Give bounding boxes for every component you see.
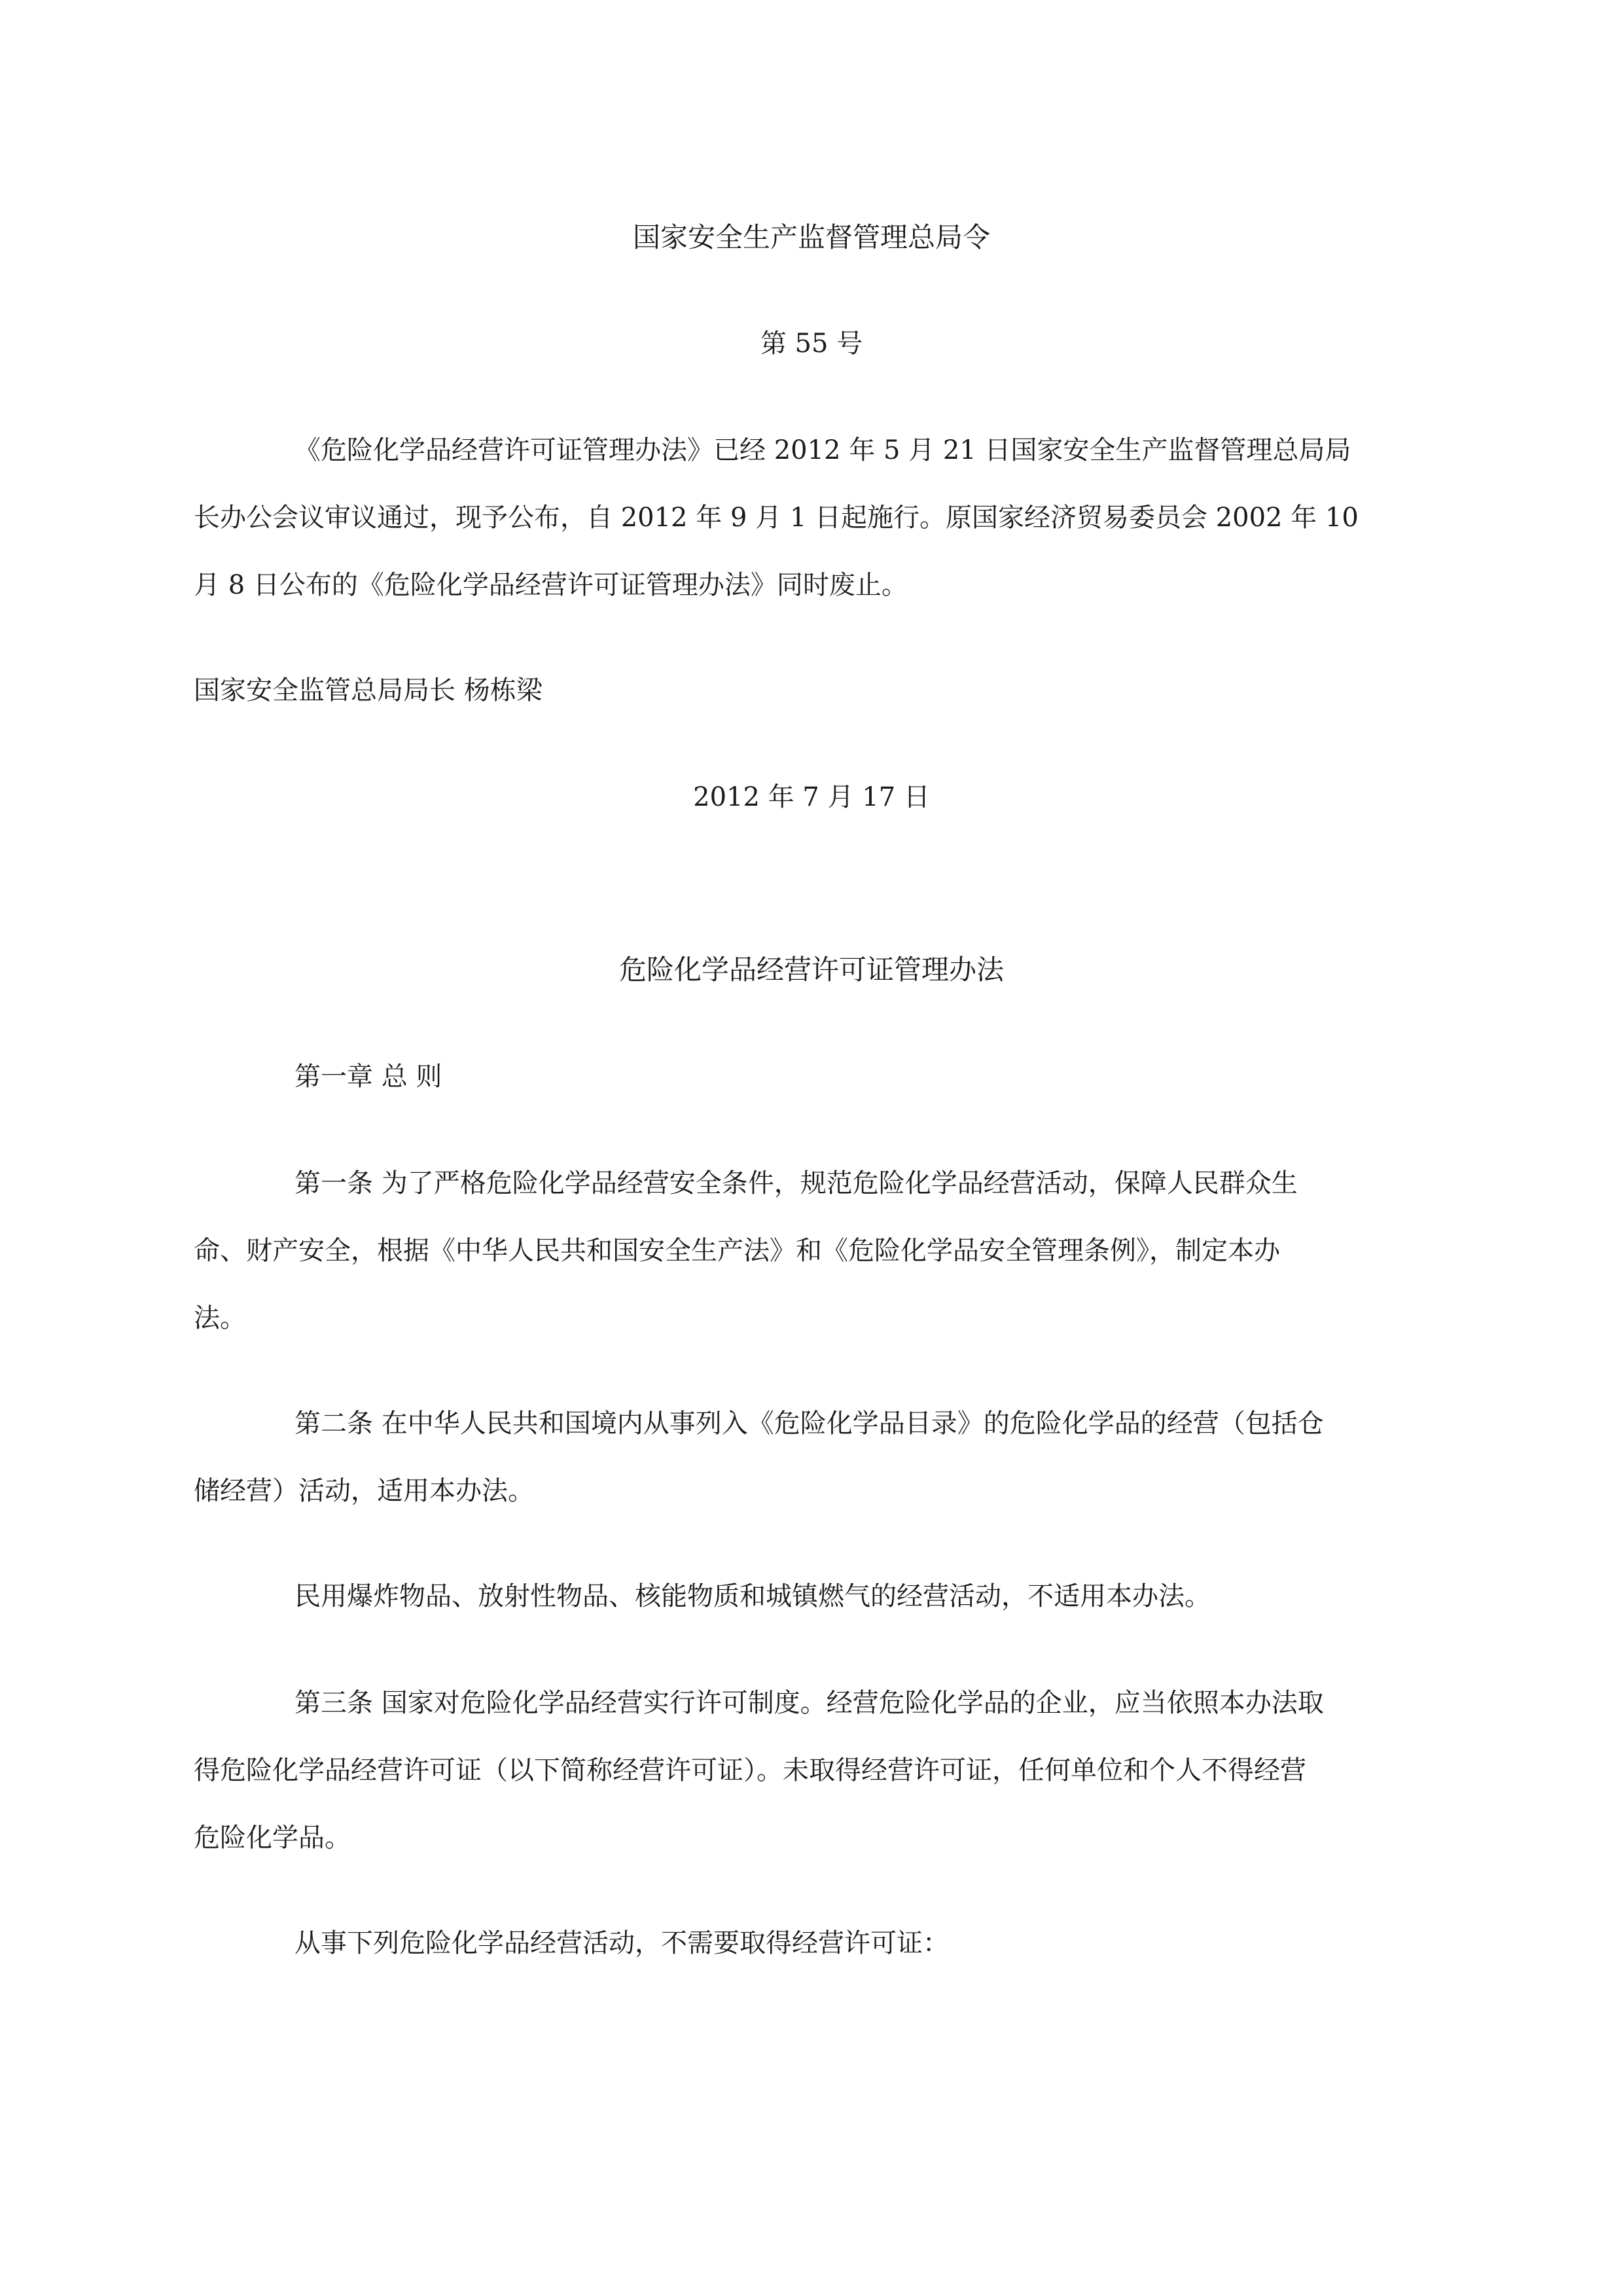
article-1-line-3: 法。	[194, 1303, 246, 1333]
decree-body-line-3: 月 8 日公布的《危险化学品经营许可证管理办法》同时废止。	[194, 570, 908, 600]
decree-body-line-1: 《危险化学品经营许可证管理办法》已经 2012 年 5 月 21 日国家安全生产监督管理总局局	[294, 435, 1351, 465]
article-2-exclusion: 民用爆炸物品、放射性物品、核能物质和城镇燃气的经营活动，不适用本办法。	[294, 1581, 1211, 1611]
article-2-line-1: 第二条 在中华人民共和国境内从事列入《危险化学品目录》的危险化学品的经营（包括仓	[294, 1408, 1324, 1439]
decree-body-line-2: 长办公会议审议通过，现予公布，自 2012 年 9 月 1 日起施行。原国家经济贸易委员会 2002 年 10	[194, 503, 1359, 533]
signatory: 国家安全监管总局局长 杨栋梁	[194, 675, 543, 706]
article-1-line-1: 第一条 为了严格危险化学品经营安全条件，规范危险化学品经营活动，保障人民群众生	[294, 1168, 1298, 1198]
decree-heading: 国家安全生产监督管理总局令	[632, 221, 990, 253]
article-2-line-2: 储经营）活动，适用本办法。	[194, 1476, 534, 1506]
chapter-heading: 第一章 总 则	[294, 1062, 442, 1092]
regulation-title: 危险化学品经营许可证管理办法	[618, 954, 1004, 986]
exemption-intro: 从事下列危险化学品经营活动，不需要取得经营许可证：	[294, 1928, 949, 1958]
article-3-line-2: 得危险化学品经营许可证（以下简称经营许可证）。未取得经营许可证，任何单位和个人不得经营	[194, 1755, 1306, 1785]
decree-date: 2012 年 7 月 17 日	[693, 782, 930, 812]
article-1-line-2: 命、财产安全，根据《中华人民共和国安全生产法》和《危险化学品安全管理条例》，制定本办	[194, 1236, 1280, 1266]
decree-number: 第 55 号	[760, 329, 863, 359]
article-3-line-3: 危险化学品。	[194, 1823, 351, 1853]
article-3-line-1: 第三条 国家对危险化学品经营实行许可制度。经营危险化学品的企业，应当依照本办法取	[294, 1688, 1324, 1718]
